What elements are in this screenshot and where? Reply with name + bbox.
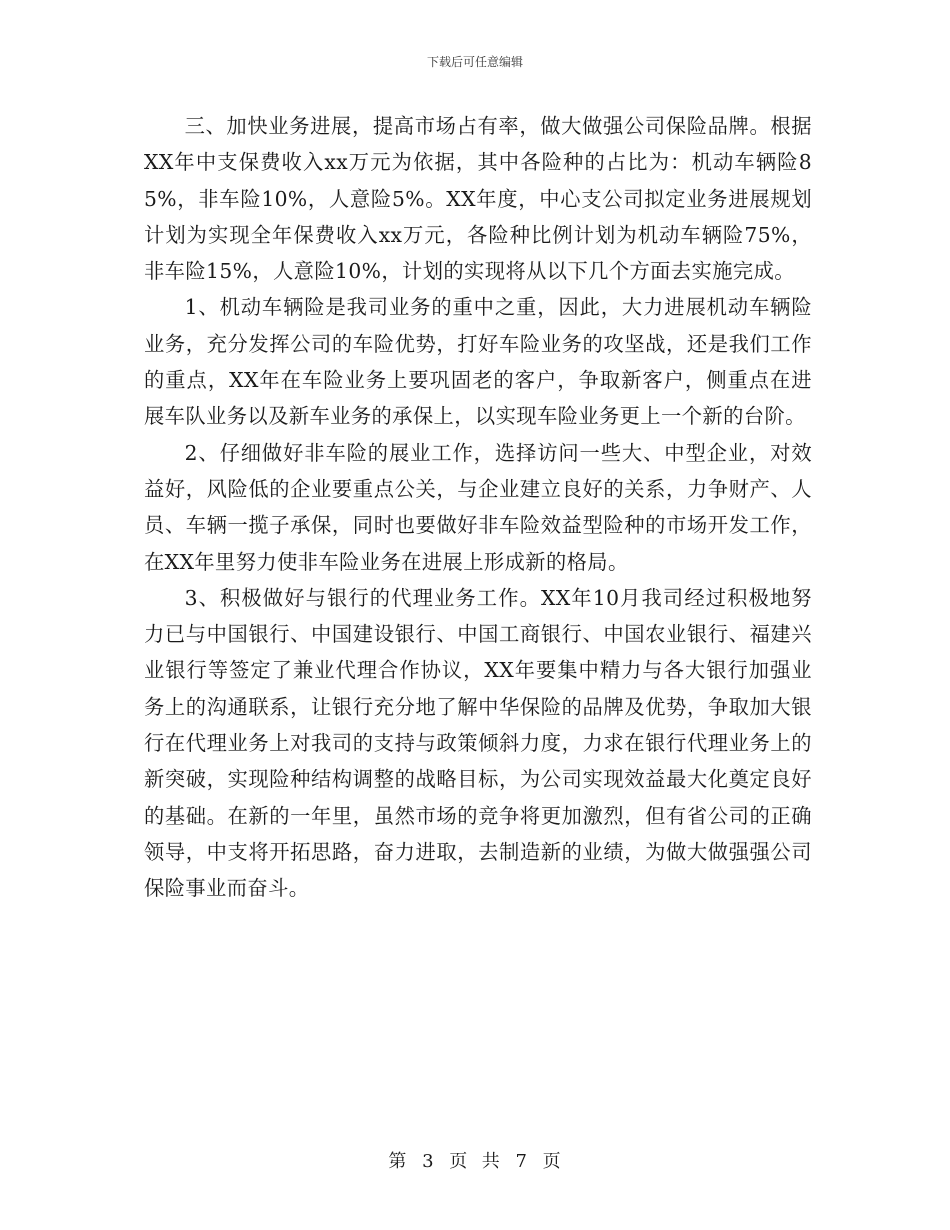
footer-current-page: 3 (422, 1151, 435, 1172)
page-number-footer (0, 1147, 950, 1173)
paragraph-section-three: 三、加快业务进展，提高市场占有率，做大做强公司保险品牌。根据XX年中支保费收入xx万元为依据，其中各险种的占比为：机动车辆险85%，非车险10%，人意险5%。XX年度，中心支公司拟定业务进展规划计划为实现全年保费收入xx万元，各险种比例计划为机动车辆险75%，非车险15%，人意险10%，计划的实现将从以下几个方面去实施完成。 (144, 114, 812, 284)
paragraph-item-1: 1、机动车辆险是我司业务的重中之重，因此，大力进展机动车辆险业务，充分发挥公司的车险优势，打好车险业务的攻坚战，还是我们工作的重点，XX年在车险业务上要巩固老的客户，争取新客户，侧重点在进展车队业务以及新车业务的承保上，以实现车险业务更上一个新的台阶。 (144, 295, 812, 429)
footer-total-pages: 7 (515, 1151, 528, 1172)
document-body (144, 108, 812, 907)
footer-prefix: 第 (388, 1151, 408, 1172)
footer-suffix: 页 (542, 1151, 562, 1172)
paragraph-item-2: 2、仔细做好非车险的展业工作，选择访问一些大、中型企业，对效益好，风险低的企业要重点公关，与企业建立良好的关系，力争财产、人员、车辆一揽子承保，同时也要做好非车险效益型险种的市场开发工作，在XX年里努力使非车险业务在进展上形成新的格局。 (144, 440, 812, 574)
paragraph-item-3: 3、积极做好与银行的代理业务工作。XX年10月我司经过积极地努力已与中国银行、中国建设银行、中国工商银行、中国农业银行、福建兴业银行等签定了兼业代理合作协议，XX年要集中精力与各大银行加强业务上的沟通联系，让银行充分地了解中华保险的品牌及优势，争取加大银行在代理业务上对我司的支持与政策倾斜力度，力求在银行代理业务上的新突破，实现险种结构调整的战略目标，为公司实现效益最大化奠定良好的基础。在新的一年里，虽然市场的竞争将更加激烈，但有省公司的正确领导，中支将开拓思路，奋力进取，去制造新的业绩，为做大做强强公司保险事业而奋斗。 (144, 585, 812, 901)
footer-middle: 页 共 (449, 1151, 501, 1172)
header-note: 下载后可任意编辑 (426, 55, 523, 69)
